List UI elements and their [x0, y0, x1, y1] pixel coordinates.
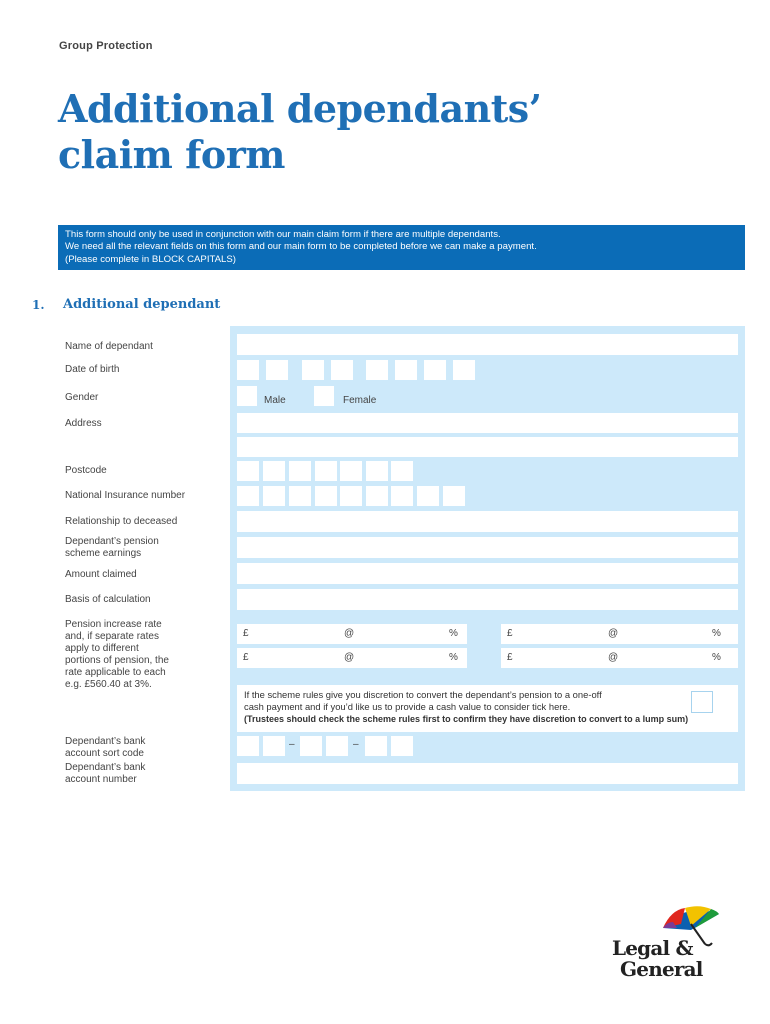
logo-line2: General — [620, 957, 703, 981]
cash-option-box — [237, 685, 738, 732]
name-input[interactable] — [237, 334, 738, 355]
pir-line5: rate applicable to each — [65, 667, 166, 678]
amount-input[interactable] — [237, 563, 738, 584]
group-protection-label: Group Protection — [59, 40, 153, 52]
ni-label: National Insurance number — [65, 490, 186, 501]
postcode-label: Postcode — [65, 465, 107, 476]
rate-field-1[interactable] — [237, 624, 467, 644]
ni-char-1[interactable] — [237, 486, 259, 506]
rate-field-2[interactable] — [501, 624, 738, 644]
sort-code-label-line2: account sort code — [65, 748, 144, 759]
page-title-line1: Additional dependants’ — [58, 86, 542, 131]
dob-label: Date of birth — [65, 364, 120, 375]
postcode-char-3[interactable] — [289, 461, 311, 481]
pension-increase-label — [65, 619, 169, 691]
ni-char-6[interactable] — [366, 486, 388, 506]
instructions-line3: (Please complete in BLOCK CAPITALS) — [65, 253, 236, 265]
earnings-input[interactable] — [237, 537, 738, 558]
rate-field-4[interactable] — [501, 648, 738, 668]
ni-char-7[interactable] — [391, 486, 413, 506]
dob-month-digit-2[interactable] — [331, 360, 353, 380]
company-logo-wordmark — [612, 938, 703, 980]
basis-input[interactable] — [237, 589, 738, 610]
pir-line6: e.g. £560.40 at 3%. — [65, 679, 152, 690]
name-label: Name of dependant — [65, 341, 153, 352]
rate-4-percent-symbol: % — [712, 652, 721, 663]
page-title-line2: claim form — [58, 132, 285, 177]
sort-code-char-2[interactable] — [263, 736, 285, 756]
rate-1-at-symbol: @ — [344, 628, 355, 639]
gender-male-label: Male — [264, 395, 286, 406]
instructions-line2: We need all the relevant fields on this form and our main form to be completed before we can make a payment. — [65, 241, 537, 253]
section-number: 1. — [32, 298, 45, 312]
sort-code-char-1[interactable] — [237, 736, 259, 756]
account-number-input[interactable] — [237, 763, 738, 784]
sort-code-char-5[interactable] — [365, 736, 387, 756]
earnings-label-line1: Dependant’s pension — [65, 536, 159, 547]
cash-option-checkbox[interactable] — [691, 691, 713, 713]
gender-female-checkbox[interactable] — [314, 386, 334, 406]
address-line1-input[interactable] — [237, 413, 738, 433]
rate-2-percent-symbol: % — [712, 628, 721, 639]
amount-label: Amount claimed — [65, 569, 137, 580]
earnings-label-line2: scheme earnings — [65, 548, 142, 559]
dob-year-digit-3[interactable] — [424, 360, 446, 380]
postcode-char-1[interactable] — [237, 461, 259, 481]
dob-year-digit-1[interactable] — [366, 360, 388, 380]
rate-2-at-symbol: @ — [608, 628, 619, 639]
rate-1-pound-symbol: £ — [243, 628, 249, 639]
cash-option-line1: If the scheme rules give you discretion to convert the dependant’s pension to a one-off — [244, 689, 602, 700]
cash-option-line2: cash payment and if you’d like us to provide a cash value to consider tick here. — [244, 701, 571, 712]
sort-code-label-line1: Dependant’s bank — [65, 736, 146, 747]
basis-label: Basis of calculation — [65, 594, 151, 605]
relationship-input[interactable] — [237, 511, 738, 532]
instructions-box — [58, 225, 745, 270]
sort-code-separator-2: – — [353, 739, 359, 750]
rate-3-percent-symbol: % — [449, 652, 458, 663]
rate-4-at-symbol: @ — [608, 652, 619, 663]
ni-char-5[interactable] — [340, 486, 362, 506]
earnings-label — [65, 536, 159, 560]
ni-char-9[interactable] — [443, 486, 465, 506]
ni-char-4[interactable] — [315, 486, 337, 506]
dob-day-digit-2[interactable] — [266, 360, 288, 380]
dob-year-digit-2[interactable] — [395, 360, 417, 380]
account-number-label — [65, 762, 145, 786]
gender-male-checkbox[interactable] — [237, 386, 257, 406]
postcode-char-4[interactable] — [315, 461, 337, 481]
logo-line1: Legal & — [612, 936, 693, 960]
section-title: Additional dependant — [63, 297, 221, 312]
account-number-label-line1: Dependant’s bank — [65, 762, 146, 773]
pir-line2: and, if separate rates — [65, 631, 159, 642]
pir-line1: Pension increase rate — [65, 619, 162, 630]
postcode-char-6[interactable] — [366, 461, 388, 481]
dob-month-digit-1[interactable] — [302, 360, 324, 380]
account-number-label-line2: account number — [65, 774, 137, 785]
relationship-label: Relationship to deceased — [65, 516, 178, 527]
pir-line4: portions of pension, the — [65, 655, 169, 666]
rate-1-percent-symbol: % — [449, 628, 458, 639]
page-title — [58, 86, 541, 178]
instructions-line1: This form should only be used in conjunction with our main claim form if there are multiple dependants. — [65, 229, 501, 240]
dob-day-digit-1[interactable] — [237, 360, 259, 380]
ni-char-2[interactable] — [263, 486, 285, 506]
address-line2-input[interactable] — [237, 437, 738, 457]
sort-code-label — [65, 736, 145, 760]
sort-code-separator-1: – — [289, 739, 295, 750]
gender-female-label: Female — [343, 395, 377, 406]
rate-3-pound-symbol: £ — [243, 652, 249, 663]
postcode-char-5[interactable] — [340, 461, 362, 481]
pir-line3: apply to different — [65, 643, 139, 654]
postcode-char-2[interactable] — [263, 461, 285, 481]
sort-code-char-3[interactable] — [300, 736, 322, 756]
rate-2-pound-symbol: £ — [507, 628, 513, 639]
sort-code-char-4[interactable] — [326, 736, 348, 756]
gender-label: Gender — [65, 392, 99, 403]
postcode-char-7[interactable] — [391, 461, 413, 481]
cash-option-line3: (Trustees should check the scheme rules first to confirm they have discretion to convert to a lump sum) — [244, 714, 689, 724]
ni-char-8[interactable] — [417, 486, 439, 506]
sort-code-char-6[interactable] — [391, 736, 413, 756]
rate-4-pound-symbol: £ — [507, 652, 513, 663]
ni-char-3[interactable] — [289, 486, 311, 506]
dob-year-digit-4[interactable] — [453, 360, 475, 380]
address-label: Address — [65, 418, 102, 429]
rate-field-3[interactable] — [237, 648, 467, 668]
rate-3-at-symbol: @ — [344, 652, 355, 663]
